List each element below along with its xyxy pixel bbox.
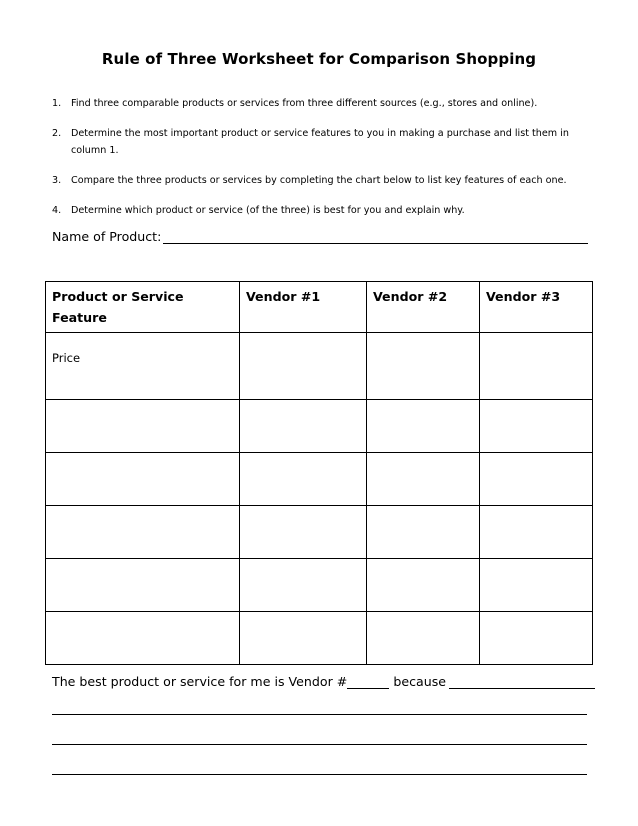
feature-cell[interactable] (46, 400, 240, 453)
instruction-step (52, 95, 592, 112)
vendor-2-cell[interactable] (367, 333, 480, 400)
feature-cell[interactable] (46, 559, 240, 612)
vendor-3-cell[interactable] (480, 612, 593, 665)
vendor-3-cell[interactable] (480, 559, 593, 612)
vendor-3-cell[interactable] (480, 453, 593, 506)
step-number: 1. (52, 98, 62, 109)
vendor-2-cell[interactable] (367, 506, 480, 559)
vendor-1-cell[interactable] (240, 453, 367, 506)
instruction-step (52, 125, 592, 159)
chart-header-row (46, 282, 593, 333)
header-feature: Product or Service Feature (46, 282, 240, 333)
comparison-chart (45, 281, 593, 665)
vendor-1-cell[interactable] (240, 506, 367, 559)
table-row (46, 400, 593, 453)
table-row (46, 453, 593, 506)
explanation-line[interactable] (52, 714, 587, 715)
conclusion-row (52, 674, 587, 689)
instruction-step (52, 172, 592, 189)
vendor-3-cell[interactable] (480, 400, 593, 453)
vendor-3-cell[interactable] (480, 506, 593, 559)
instructions-list (52, 95, 592, 232)
product-name-row (52, 229, 588, 244)
explanation-line[interactable] (52, 744, 587, 745)
product-name-label: Name of Product: (52, 229, 162, 244)
header-vendor-2: Vendor #2 (367, 282, 480, 333)
vendor-2-cell[interactable] (367, 453, 480, 506)
worksheet-title: Rule of Three Worksheet for Comparison Shopping (101, 50, 537, 68)
vendor-number-blank[interactable] (347, 675, 389, 689)
vendor-2-cell[interactable] (367, 400, 480, 453)
table-row (46, 612, 593, 665)
explanation-line[interactable] (52, 774, 587, 775)
feature-cell-price[interactable]: Price (46, 333, 240, 400)
table-row (46, 506, 593, 559)
vendor-2-cell[interactable] (367, 612, 480, 665)
step-number: 4. (52, 205, 62, 216)
product-name-blank[interactable] (163, 229, 588, 244)
table-row (46, 333, 593, 400)
step-text: Determine which product or service (of the three) is best for you and explain why. (71, 205, 465, 216)
vendor-2-cell[interactable] (367, 559, 480, 612)
reason-blank[interactable] (449, 675, 595, 689)
vendor-1-cell[interactable] (240, 400, 367, 453)
table-row (46, 559, 593, 612)
step-text: Compare the three products or services by completing the chart below to list key features of each one. (71, 175, 567, 186)
conclusion-because: because (389, 674, 447, 689)
step-text: Determine the most important product or service features to you in making a purchase and list them in column 1. (71, 128, 569, 156)
vendor-1-cell[interactable] (240, 333, 367, 400)
header-vendor-1: Vendor #1 (240, 282, 367, 333)
feature-cell[interactable] (46, 453, 240, 506)
step-number: 3. (52, 175, 62, 186)
step-text: Find three comparable products or services from three different sources (e.g., stores and online). (71, 98, 538, 109)
feature-cell[interactable] (46, 612, 240, 665)
vendor-1-cell[interactable] (240, 559, 367, 612)
feature-cell[interactable] (46, 506, 240, 559)
conclusion-prefix: The best product or service for me is Vendor # (52, 674, 348, 689)
step-number: 2. (52, 128, 62, 139)
instruction-step (52, 202, 592, 219)
vendor-3-cell[interactable] (480, 333, 593, 400)
header-vendor-3: Vendor #3 (480, 282, 593, 333)
vendor-1-cell[interactable] (240, 612, 367, 665)
